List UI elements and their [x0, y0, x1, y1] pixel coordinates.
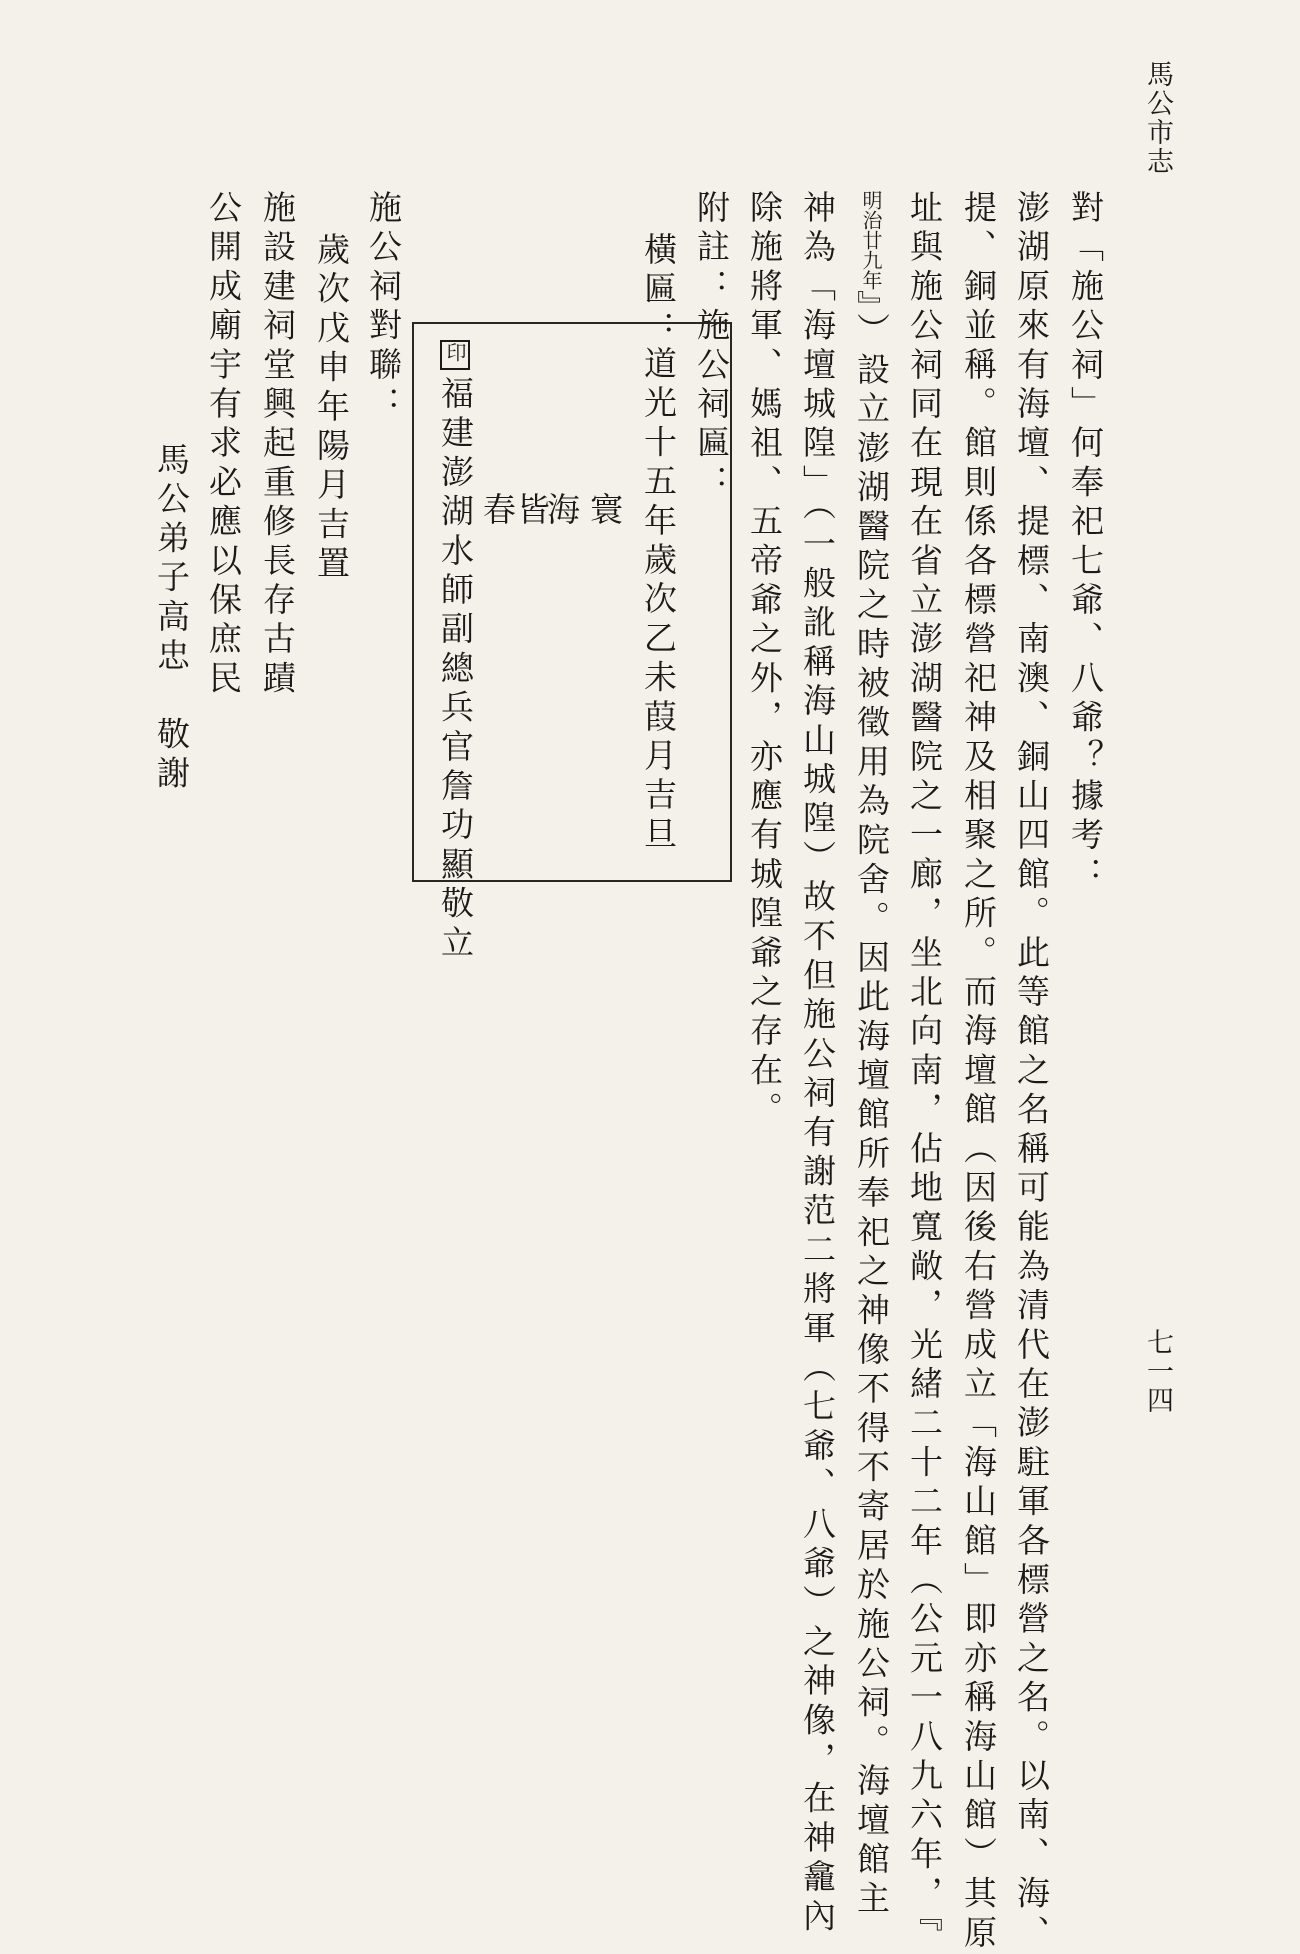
inscription-column — [434, 340, 476, 964]
body-column-5: 神為「海壇城隍」（一般訛稱海山城隍）故不但施公祠有謝范二將軍（七爺、八爺）之神像，在神龕內 — [798, 190, 837, 1938]
body-column-4 — [903, 190, 945, 1938]
inscription-box — [412, 322, 732, 964]
body-column-3: 提、銅並稱。館則係各標營祀神及相聚之所。而海壇館（因後右營成立「海山館」即亦稱海山館）其原 — [959, 190, 998, 1954]
body-column-4-text-b: 』）設立澎湖醫院之時被徵用為院舍。因此海壇館所奉祀之神像不得不寄居於施公祠。海壇館主 — [852, 290, 891, 1920]
annotation-meiji-inline: 明治廿九年 — [859, 190, 883, 290]
page-number: 七一四 — [1142, 1328, 1173, 1415]
couplet-heading: 施公祠對聯： — [364, 190, 403, 426]
seal-stamp-icon: 印 — [440, 340, 470, 370]
body-column-2: 澎湖原來有海壇、提標、南澳、銅山四館。此等館之名稱可能為清代在澎駐軍各標營之名。以南、海、 — [1012, 190, 1051, 1954]
body-column-1: 對「施公祠」何奉祀七爺、八爺？據考： — [1066, 190, 1105, 896]
body-column-6: 除施將軍、媽祖、五帝爺之外，亦應有城隍爺之存在。 — [745, 190, 784, 1131]
couplet-line-1: 施設建祠堂興起重修長存古蹟 — [258, 190, 297, 700]
couplet-line-2: 公開成廟宇有求必應以保庶民 — [204, 190, 243, 700]
body-column-4b — [850, 190, 892, 1920]
plaque-character-huan: 寰 — [585, 492, 624, 532]
plaque-character-hai-visible: 海 — [542, 492, 581, 532]
plaque-character-jie: 皆 — [512, 492, 551, 532]
body-column-4-text-a: 址與施公祠同在現在省立澎湖醫院之一廊，坐北向南，佔地寬敞，光緒二十二年（公元一八九六年，『 — [905, 190, 944, 1938]
horizontal-plaque-date: 道光十五年歲次乙未葭月吉旦 — [639, 346, 678, 856]
book-title: 馬公市志 — [1142, 60, 1173, 176]
plaque-character-chun: 春 — [478, 492, 517, 532]
body-column-7: 附註：施公祠匾： — [692, 190, 731, 504]
couplet-date: 歲次戊申年陽月吉置 — [312, 232, 351, 585]
horizontal-plaque-label: 橫匾： — [639, 232, 678, 350]
inscription-text: 福建澎湖水師副總兵官詹功顯敬立 — [436, 376, 475, 964]
couplet-donor: 馬公弟子高忠 敬謝 — [152, 442, 191, 795]
